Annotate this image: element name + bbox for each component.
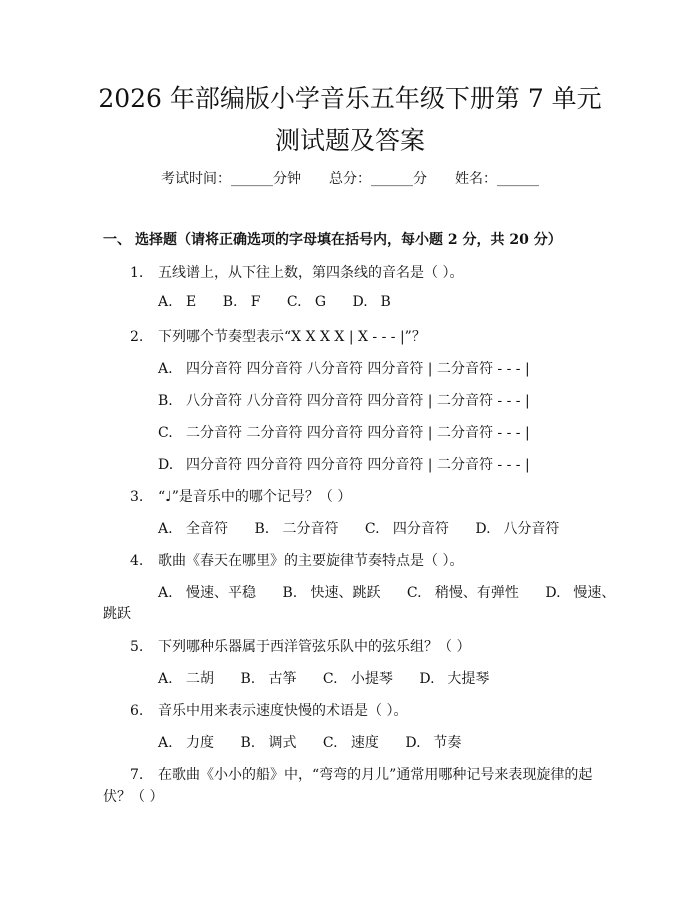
option-b: B. F (222, 294, 261, 310)
question-1 (130, 262, 463, 282)
option-d: D. 大提琴 (419, 671, 490, 687)
question-4 (130, 550, 463, 570)
question-2-option-c: C. 二分音符 二分音符 四分音符 四分音符 | 二分音符 - - - | (158, 425, 530, 441)
section-title: 选择题（请将正确选项的字母填在括号内，每小题 2 分，共 20 分） (135, 232, 562, 248)
question-number: 6. (130, 703, 144, 719)
question-text: 五线谱上，从下往上数，第四条线的音名是（ ）。 (158, 265, 464, 281)
question-5 (130, 636, 470, 656)
question-2-option-a: A. 四分音符 四分音符 八分音符 四分音符 | 二分音符 - - - | (158, 361, 530, 377)
question-text: “♩”是音乐中的哪个记号？（ ） (158, 489, 352, 505)
option-c: C. 小提琴 (322, 671, 393, 687)
question-4-options (158, 582, 615, 602)
option-d: D. 慢速、 (545, 585, 616, 601)
question-7 (130, 764, 592, 784)
option-c: C. 稍慢、有弹性 (406, 585, 519, 601)
question-3 (130, 486, 351, 506)
question-number: 3. (130, 489, 144, 505)
section-heading (103, 229, 562, 249)
question-text: 歌曲《春天在哪里》的主要旋律节奏特点是（ ）。 (158, 553, 464, 569)
question-number: 1. (130, 265, 144, 281)
question-number: 2. (130, 329, 144, 345)
option-a: A. 全音符 (158, 521, 228, 537)
option-c: C. 速度 (322, 735, 379, 751)
exam-meta (0, 168, 700, 188)
question-2 (130, 326, 426, 346)
option-d: D. 节奏 (405, 735, 462, 751)
question-text: 下列哪个节奏型表示“X X X X | X - - - |”？ (158, 329, 426, 345)
question-text: 音乐中用来表示速度快慢的术语是（ ）。 (158, 703, 408, 719)
question-2-option-b: B. 八分音符 八分音符 四分音符 四分音符 | 二分音符 - - - | (158, 393, 530, 409)
option-b: B. 二分音符 (254, 521, 339, 537)
option-a: A. 二胡 (158, 671, 214, 687)
option-a: A. 慢速、平稳 (158, 585, 256, 601)
option-d: D. B (352, 294, 391, 310)
exam-time: 考试时间：______分钟 (161, 171, 301, 187)
option-c: C. 四分音符 (364, 521, 449, 537)
option-d: D. 八分音符 (475, 521, 560, 537)
question-6-options (158, 732, 483, 752)
total-score: 总分：______分 (329, 171, 427, 187)
page-title-line-1: 2026 年部编版小学音乐五年级下册第 7 单元 (98, 84, 602, 113)
option-a: A. E (158, 294, 197, 310)
student-name: 姓名：______ (455, 171, 539, 187)
question-number: 7. (130, 767, 144, 783)
question-text: 下列哪种乐器属于西洋管弦乐队中的弦乐组？（ ） (158, 639, 471, 655)
question-1-options (158, 294, 413, 310)
option-b: B. 古筝 (240, 671, 297, 687)
section-number: 一、 (103, 232, 131, 248)
question-number: 4. (130, 553, 144, 569)
option-b: B. 快速、跳跃 (282, 585, 381, 601)
question-3-options (158, 518, 581, 538)
question-2-option-d: D. 四分音符 四分音符 四分音符 四分音符 | 二分音符 - - - | (158, 457, 530, 473)
question-5-options (158, 668, 511, 688)
page-title-line-2: 测试题及答案 (274, 126, 425, 155)
question-7-text-wrap: 伏？（ ） (103, 789, 164, 805)
option-b: B. 调式 (240, 735, 297, 751)
question-number: 5. (130, 639, 144, 655)
option-c: C. G (286, 294, 327, 310)
question-4-option-d-wrap: 跳跃 (103, 606, 131, 622)
question-6 (130, 700, 407, 720)
option-a: A. 力度 (158, 735, 214, 751)
question-text: 在歌曲《小小的船》中，“弯弯的月儿”通常用哪种记号来表现旋律的起 (158, 767, 593, 783)
